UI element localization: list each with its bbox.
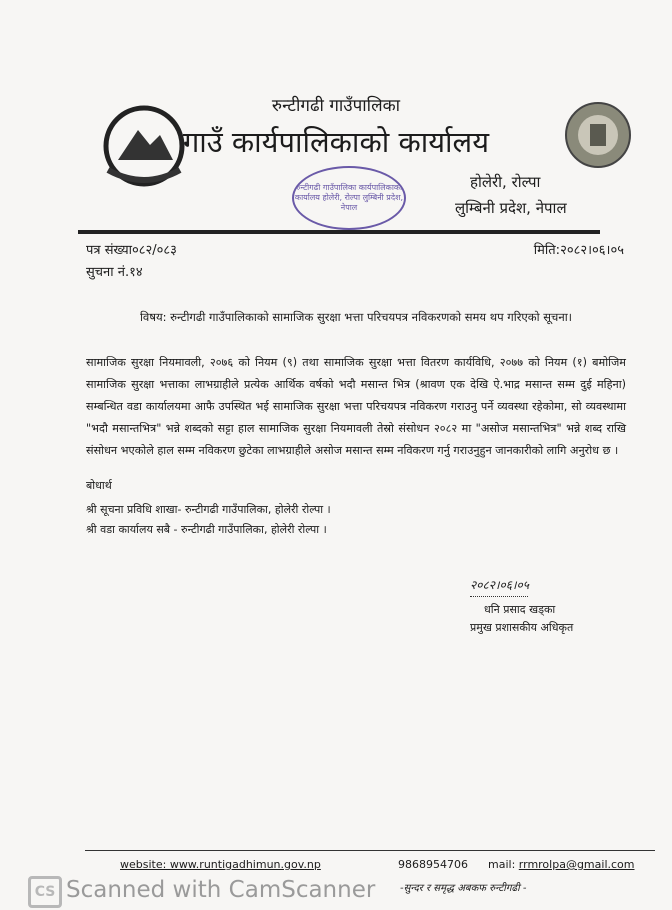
slogan: -सुन्दर र समृद्ध अबकफ रुन्टीगढी - — [400, 883, 527, 894]
address-line-2: लुम्बिनी प्रदेश, नेपाल — [455, 199, 567, 217]
cc-item: श्री वडा कार्यालय सबै - रुन्टीगढी गाउँपालिका, होलेरी रोल्पा । — [86, 523, 327, 536]
cc-heading: बोधार्थ — [86, 479, 112, 492]
address-line-1: होलेरी, रोल्पा — [470, 173, 541, 191]
camscanner-watermark: Scanned with CamScanner — [66, 877, 376, 903]
municipality-name: रुन्टीगढी गाउँपालिका — [271, 96, 401, 116]
signatory-designation: प्रमुख प्रशासकीय अधिकृत — [470, 621, 574, 634]
notice-number: सुचना नं.१४ — [86, 265, 143, 280]
office-title: गाउँ कार्यपालिकाको कार्यालय — [182, 125, 490, 159]
signature-line — [470, 596, 528, 597]
email-label: mail: — [488, 858, 516, 871]
email-link[interactable]: rrmrolpa@gmail.com — [518, 858, 635, 871]
camscanner-logo: CS — [28, 876, 62, 908]
email-row — [488, 858, 635, 871]
stamp-text: रुन्टीगढी गाउँपालिका कार्यपालिकाको कार्यालय होलेरी, रोल्पा लुम्बिनी प्रदेश, नेपाल — [294, 183, 404, 212]
date: मिति:२०८२।०६।०५ — [533, 243, 624, 258]
body-paragraph: सामाजिक सुरक्षा नियमावली, २०७६ को नियम (९) तथा सामाजिक सुरक्षा भत्ता वितरण कार्यविधि, २०७७ को नियम (१) बमोजिम सामाजिक सुरक्षा भत्ताका लाभग्राहीले प्रत्येक आर्थिक वर्षको भदौ मसान्त भित्र (श्रावण एक देखि ऐ.भाद्र मसान्त सम्म दुई महिना) सम्बन्धित वडा कार्यालयमा आफै उपस्थित भई सामाजिक सुरक्षा भत्ता परिचयपत्र नविकरण गराउनु पर्ने व्यवस्था रहेकोमा, सो व्यवस्थामा "भदौ मसान्तभित्र" भन्ने शब्दको सट्टा हाल सामाजिक सुरक्षा नियमावली तेस्रो संसोधन २०८२ मा "असोज मसान्तभित्र" भन्ने शब्द राखि संसोधन भएकोले हाल सम्म नविकरण छुटेका लाभग्राहीले असोज मसान्त सम्म नविकरण गर्नु गराउनुहुन जानकारीको लागि अनुरोध छ । — [86, 356, 626, 457]
office-stamp — [292, 166, 406, 230]
footer-divider — [85, 850, 655, 851]
signature-block — [470, 576, 626, 637]
subject-line: विषय: रुन्टीगढी गाउँपालिकाको सामाजिक सुरक्षा भत्ता परिचयपत्र नविकरणको समय थप गरिएको सूचना। — [139, 310, 573, 324]
letter-number: पत्र संख्या०८२/०८३ — [86, 243, 177, 258]
header-divider — [78, 230, 600, 234]
signatory-name: धनि प्रसाद खड्का — [484, 603, 556, 616]
letter-body — [86, 352, 626, 637]
cc-item: श्री सूचना प्रविधि शाखा- रुन्टीगढी गाउँपालिका, होलेरी रोल्पा । — [86, 503, 331, 516]
signature-date: २०८२।०६।०५ — [470, 578, 530, 592]
website[interactable]: website: www.runtigadhimun.gov.np — [120, 858, 321, 871]
phone: 9868954706 — [398, 858, 468, 871]
